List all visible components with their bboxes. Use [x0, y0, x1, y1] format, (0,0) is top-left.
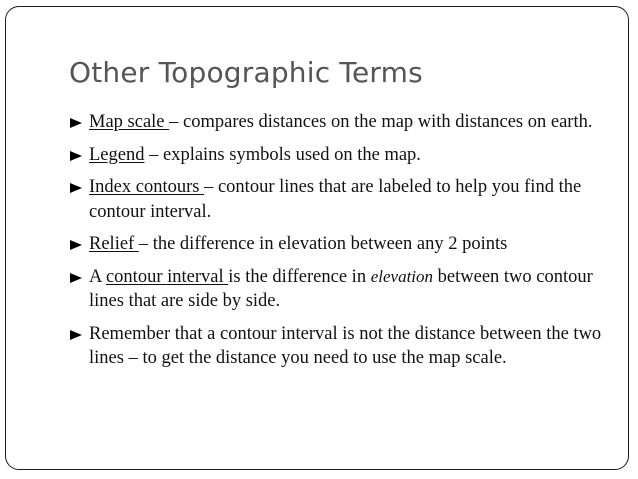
definition-contour-interval-part1: is the difference in [228, 266, 371, 287]
term-legend: Legend [89, 144, 145, 165]
bullet-legend [70, 143, 610, 168]
bullet-relief [70, 232, 610, 257]
bullet-arrow-icon [70, 330, 82, 340]
slide-title: Other Topographic Terms [69, 56, 423, 89]
note-remember: Remember that a contour interval is not the distance between the two lines – to get the distance you need to use the map scale. [89, 323, 602, 368]
bullet-index-contours [70, 175, 610, 224]
definition-relief: – the difference in elevation between any 2 points [138, 234, 508, 254]
bullet-contour-interval [70, 265, 610, 314]
bullet-arrow-icon [70, 183, 82, 193]
bullet-arrow-icon [70, 151, 82, 161]
definition-legend: – explains symbols used on the map. [144, 144, 421, 165]
definition-map-scale: – compares distances on the map with distances on earth. [169, 112, 593, 132]
bullet-remember [70, 322, 610, 371]
definition-index-contours: – contour lines that are labeled to help you find the contour interval. [89, 177, 582, 222]
prefix-contour-interval: A [89, 266, 106, 287]
term-map-scale: Map scale [89, 112, 170, 132]
bullet-arrow-icon [70, 273, 82, 283]
bullet-list [70, 110, 610, 379]
bullet-arrow-icon [70, 118, 82, 128]
term-relief: Relief [89, 234, 139, 254]
bullet-arrow-icon [70, 240, 82, 250]
bullet-map-scale [70, 110, 610, 135]
term-index-contours: Index contours [89, 177, 205, 197]
emphasis-elevation: elevation [370, 266, 434, 286]
term-contour-interval: contour interval [105, 266, 229, 287]
definition-contour-interval-part2: between two contour lines that are side by side. [89, 266, 593, 311]
